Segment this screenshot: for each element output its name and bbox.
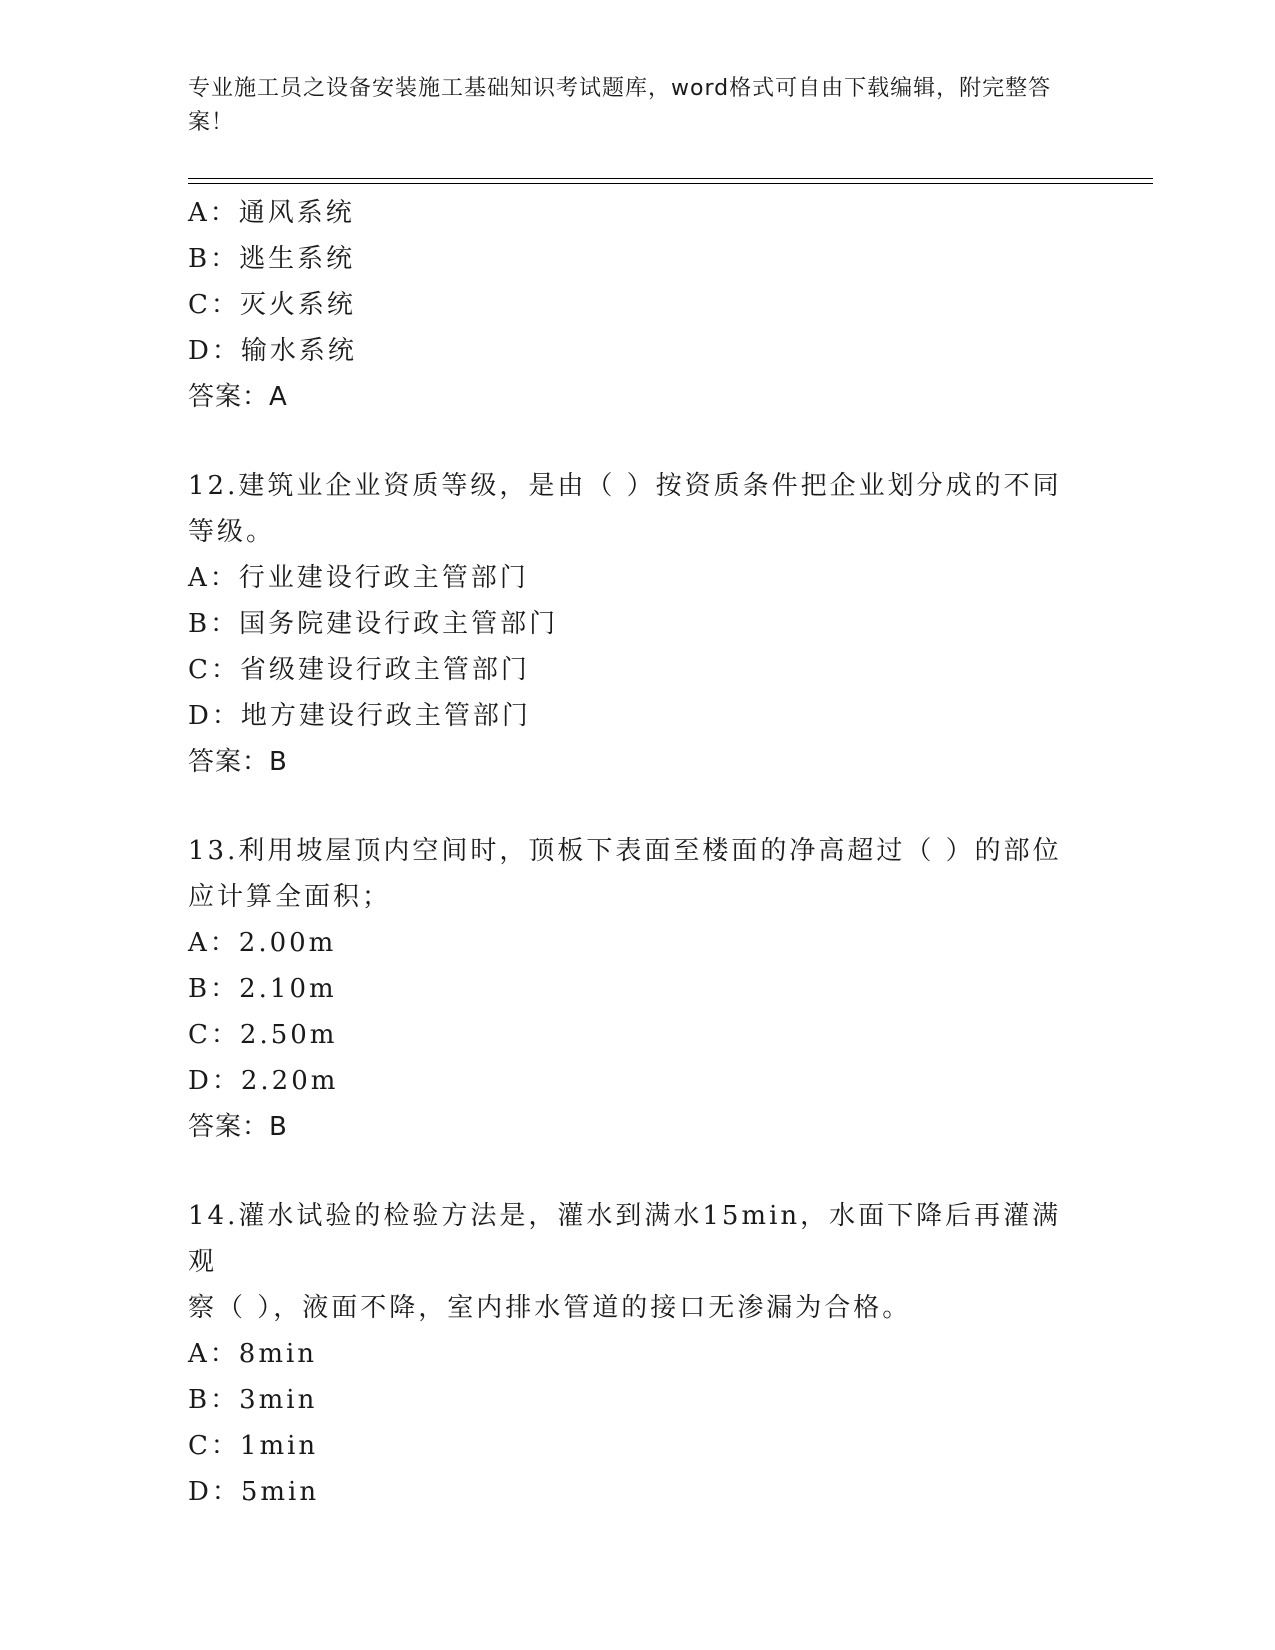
header-divider-bottom [188,183,1153,184]
question-stem-line: 12.建筑业企业资质等级，是由（ ）按资质条件把企业划分成的不同 [188,471,1062,501]
option-a: A：通风系统 [188,198,355,228]
option-a: A：2.00m [188,928,337,958]
question-12 [188,463,1068,785]
question-list [188,190,1068,1515]
question-stem-line: 13.利用坡屋顶内空间时，顶板下表面至楼面的净高超过（ ）的部位 [188,836,1062,866]
option-b: B：国务院建设行政主管部门 [188,609,559,639]
question-stem [188,828,1068,920]
document-header [188,72,1068,140]
header-title: 专业施工员之设备安装施工基础知识考试题库，word格式可自由下载编辑，附完整答案！ [188,76,1052,135]
question-stem [188,463,1068,555]
option-c: C：省级建设行政主管部门 [188,655,530,685]
option-a: A：8min [188,1339,318,1369]
option-a: A：行业建设行政主管部门 [188,563,529,593]
option-d: D：地方建设行政主管部门 [188,701,531,731]
answer-line: 答案：A [188,382,288,412]
question-stem-line: 应计算全面积； [188,882,392,912]
question-stem-line: 察（ ），液面不降，室内排水管道的接口无渗漏为合格。 [188,1293,912,1323]
option-b: B：逃生系统 [188,244,356,274]
question-stem-line: 14.灌水试验的检验方法是，灌水到满水15min，水面下降后再灌满观 [188,1201,1062,1277]
option-d: D：5min [188,1477,320,1507]
question-11-continued [188,190,1068,420]
option-b: B：3min [188,1385,318,1415]
question-stem-line: 等级。 [188,517,276,547]
header-divider-top [188,178,1153,179]
option-c: C：灭火系统 [188,290,356,320]
answer-line: 答案：B [188,1112,288,1142]
question-14 [188,1193,1068,1515]
answer-line: 答案：B [188,747,288,777]
question-13 [188,828,1068,1150]
option-b: B：2.10m [188,974,337,1004]
option-d: D：输水系统 [188,336,357,366]
option-c: C：1min [188,1431,319,1461]
option-d: D：2.20m [188,1066,339,1096]
option-c: C：2.50m [188,1020,338,1050]
question-stem [188,1193,1068,1331]
